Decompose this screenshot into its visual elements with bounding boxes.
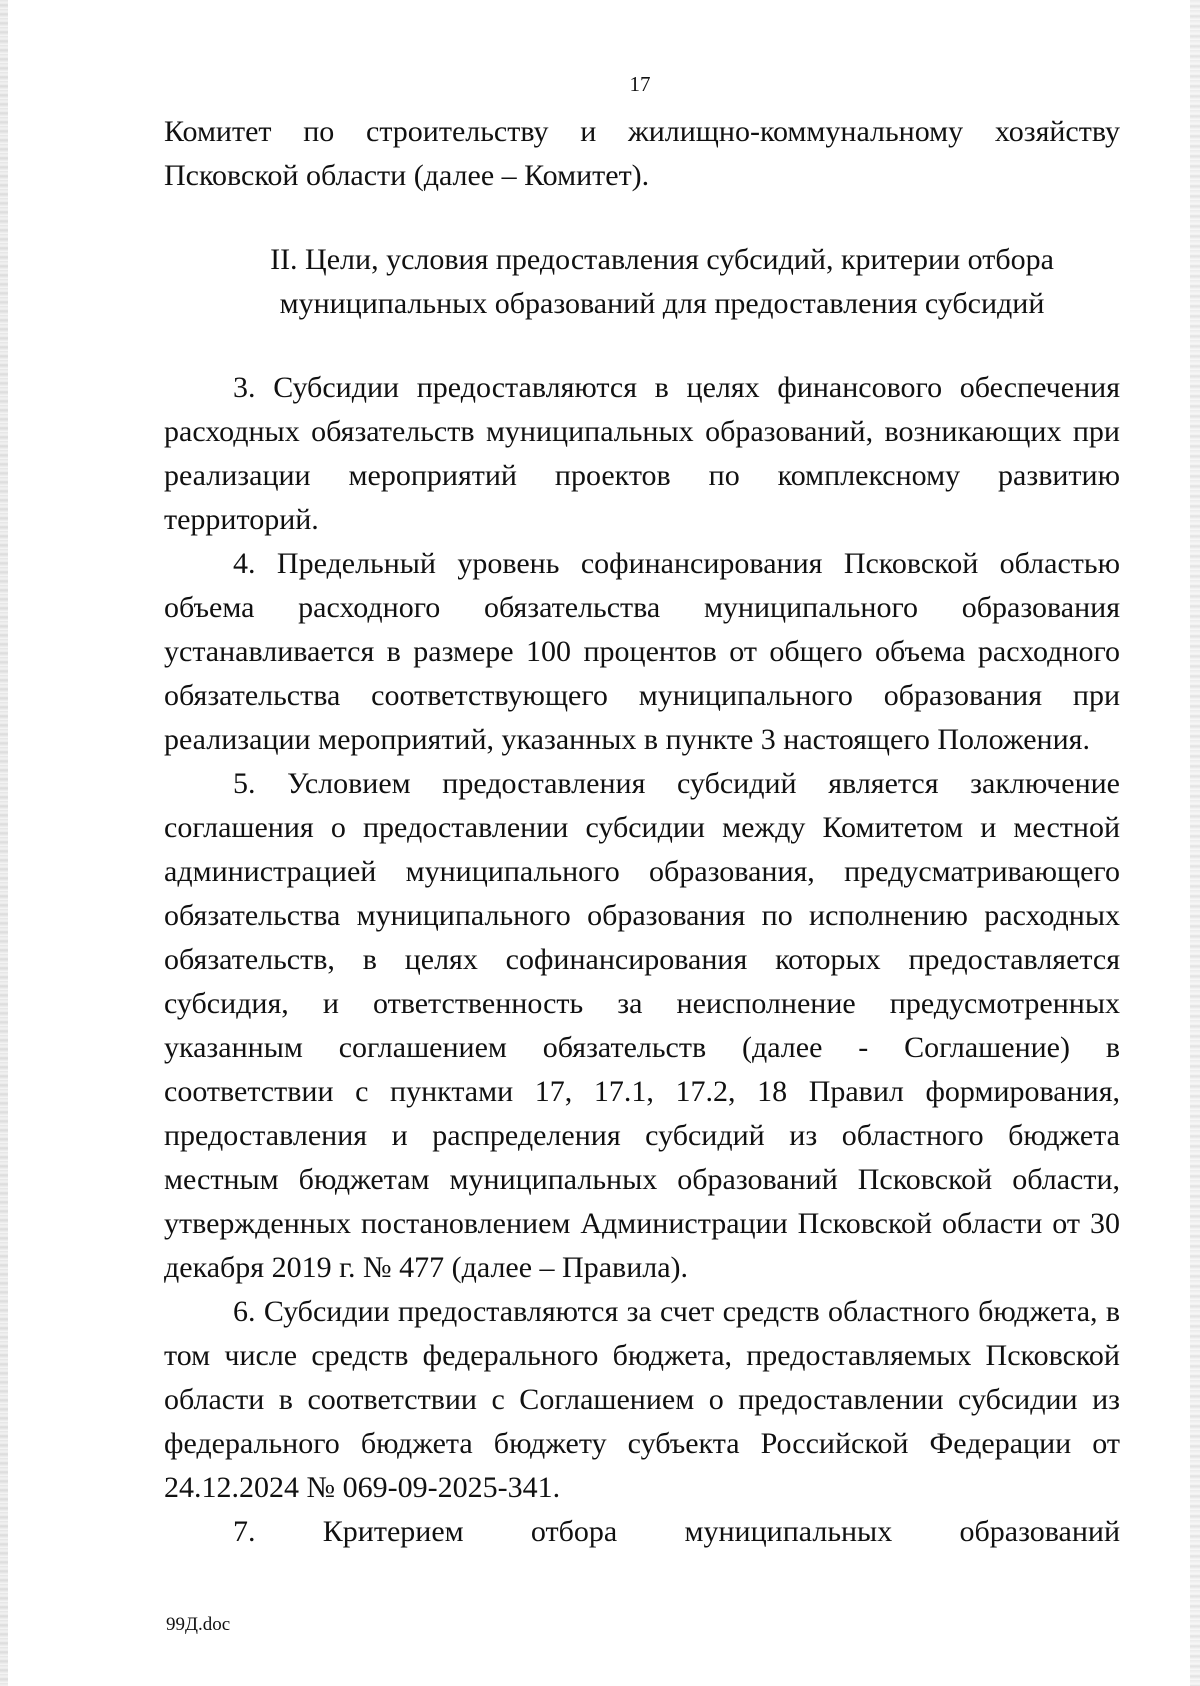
paragraph-7: 7. Критерием отбора муниципальных образований [233, 1515, 1120, 1548]
paragraph-5: 5. Условием предоставления субсидий является заключение соглашения о предоставлении субсидии между Комитетом и местной администрацией муниципального образования, предусматривающего обязательства муниципального образования по исполнению расходных обязательств, в целях софинансирования которых предоставляется субсидия, и ответственность за неисполнение предусмотренных указанным соглашением обязательств (далее - Соглашение) в соответствии с пунктами 17, 17.1, 17.2, 18 Правил формирования, предоставления и распределения субсидий из областного бюджета местным бюджетам муниципальных образований Псковской области, утвержденных постановлением Администрации Псковской области от 30 декабря 2019 г. № 477 (далее – Правила). [164, 767, 1120, 1284]
page-number: 17 [629, 72, 651, 96]
document-body [164, 110, 1120, 1554]
paragraph-6: 6. Субсидии предоставляются за счет средств областного бюджета, в том числе средств федерального бюджета, предоставляемых Псковской области в соответствии с Соглашением о предоставлении субсидии из федерального бюджета бюджету субъекта Российской Федерации от 24.12.2024 № 069-09-2025-341. [164, 1295, 1120, 1504]
section-heading-line-2: муниципальных образований для предоставления субсидий [279, 287, 1045, 320]
footer-filename: 99Д.doc [166, 1614, 231, 1635]
section-heading [164, 238, 1120, 326]
intro-paragraph: Комитет по строительству и жилищно-коммунальному хозяйству Псковской области (далее – Комитет). [164, 115, 1120, 192]
section-heading-line-1: II. Цели, условия предоставления субсидий, критерии отбора [270, 243, 1054, 276]
paragraph-3: 3. Субсидии предоставляются в целях финансового обеспечения расходных обязательств муниципальных образований, возникающих при реализации мероприятий проектов по комплексному развитию территорий. [164, 371, 1120, 536]
scan-edge-left [0, 0, 8, 1686]
paragraph-4: 4. Предельный уровень софинансирования Псковской областью объема расходного обязательства муниципального образования устанавливается в размере 100 процентов от общего объема расходного обязательства соответствующего муниципального образования при реализации мероприятий, указанных в пункте 3 настоящего Положения. [164, 547, 1120, 756]
scan-edge-right [1190, 0, 1200, 1686]
